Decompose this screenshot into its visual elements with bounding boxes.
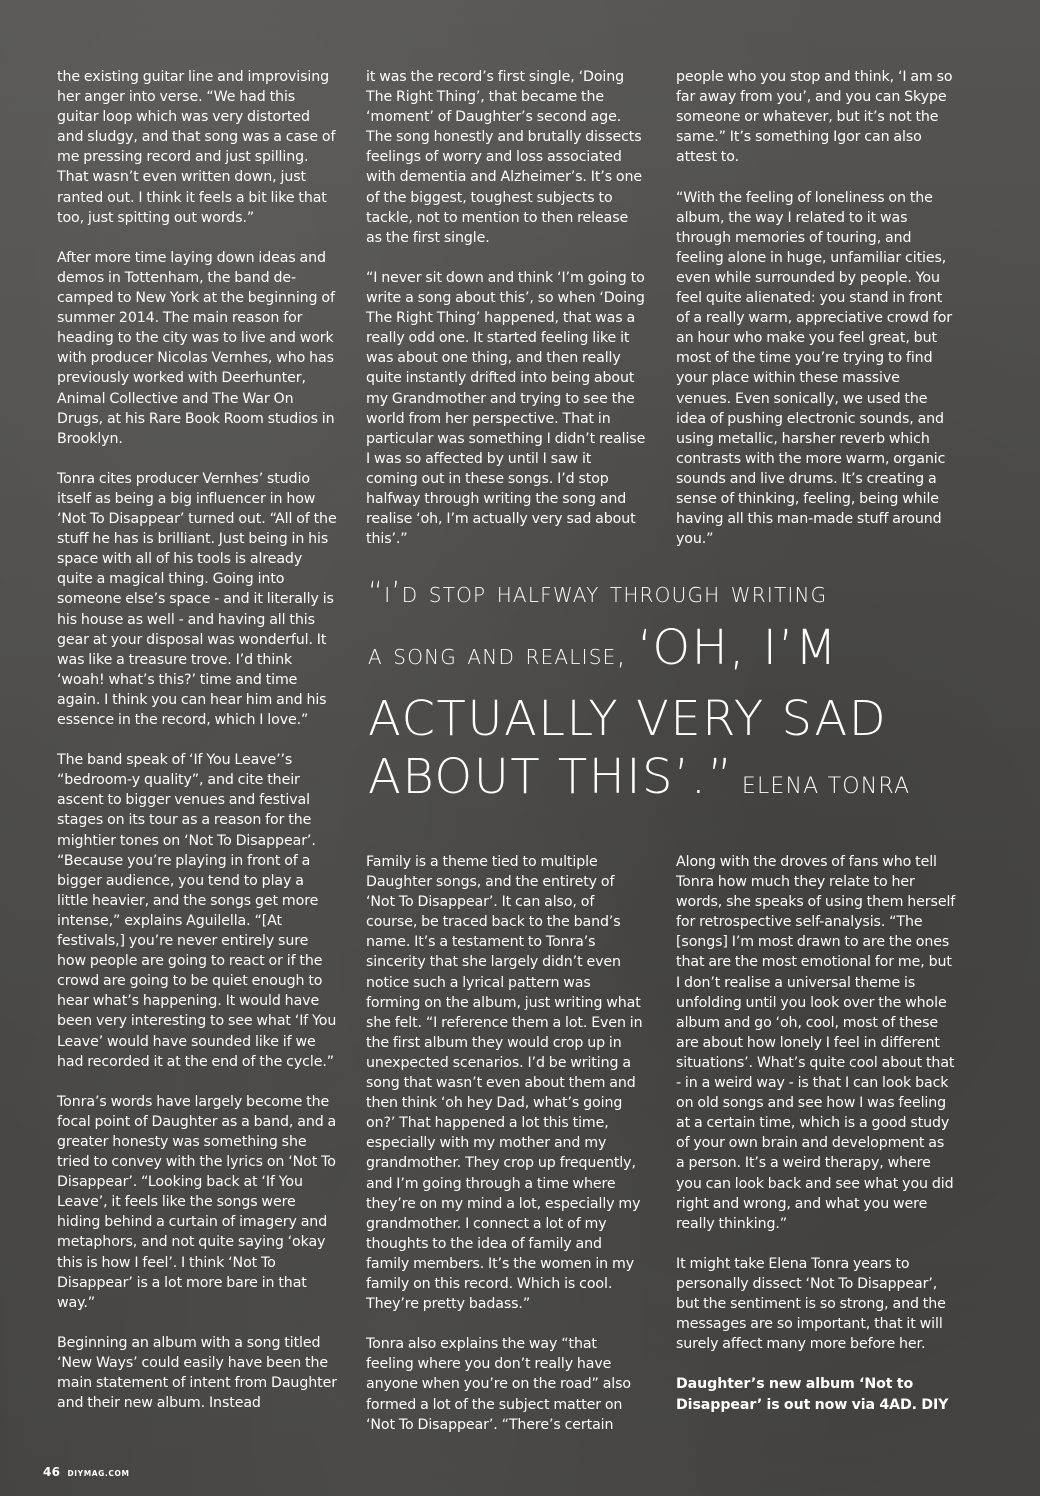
pull-quote-line-4 bbox=[368, 749, 1008, 816]
paragraph: Family is a theme tied to multiple Daughter songs, and the entirety of ‘Not To Disappear’. It can also, of course, be traced back to the band’s name. It’s a testament to Tonra’s sincerity that she largely didn’t even notice such a lyrical pattern was forming on the album, just writing what she felt. “I reference them a lot. Even in the first album they would crop up in unexpected scenarios. I’d be writing a song that wasn’t even about them and then think ‘oh hey Dad, what’s going on?’ That happened a lot this time, especially with my mother and my grandmother. They crop up frequently, and I’m going through a time where they’re on my mind a lot, especially my grandmother. I connect a lot of my thoughts to the idea of family and family members. It’s the women in my family on this record. Which is cool. They’re pretty badass.” bbox=[366, 854, 643, 1313]
paragraph: it was the record’s first single, ‘Doing The Right Thing’, that became the ‘moment’ of Daughter’s second age. The song honestly and brutally dissects feelings of worry and loss associated with dementia and Alzheimer’s. It’s one of the biggest, toughest subjects to tackle, not to mention to then release as the first single. bbox=[366, 69, 643, 246]
article-column-1 bbox=[57, 67, 337, 1413]
article-column-5 bbox=[676, 852, 956, 1415]
paragraph: “I never sit down and think ‘I’m going to write a song about this’, so when ‘Doing The Right Thing’ happened, that was a really odd one. It started feeling like it was about one thing, and then really quite instantly drifted into being about my Grandmother and trying to see the world from her perspective. That in particular was something I didn’t realise I was so affected by until I saw it coming out in these songs. I’d stop halfway through writing the song and realise ‘oh, I’m actually very sad about this’.” bbox=[366, 269, 646, 548]
paragraph: The band speak of ‘If You Leave’’s “bedroom-y quality”, and cite their ascent to bigger venues and festival stages on its tour as a reason for the mightier tones on ‘Not To Disappear’. “Because you’re playing in front of a bigger audience, you tend to play a little heavier, and the songs get more intense,” explains Aguilella. “[At festivals,] you’re never entirely sure how people are going to react or if the crowd are going to be quiet enough to hear what’s happening. It would have been very interesting to see what ‘If You Leave’ would have sounded like if we had recorded it at the end of the cycle.” bbox=[57, 752, 337, 1070]
page-number: 46 bbox=[43, 1465, 61, 1479]
pull-quote-line-3: ACTUALLY VERY SAD bbox=[368, 691, 888, 747]
album-footer-note: Daughter’s new album ‘Not to Disappear’ is out now via 4AD. DIY bbox=[676, 1376, 949, 1413]
pull-quote bbox=[368, 572, 1008, 816]
paragraph: “With the feeling of loneliness on the album, the way I related to it was through memories of touring, and feeling alone in huge, unfamiliar cities, even while surrounded by people. You feel quite alienated: you stand in front of a really warm, appreciative crowd for an hour who make you feel great, but most of the time you’re trying to find your place within these massive venues. Even sonically, we used the idea of pushing electronic sounds, and using metallic, harsher reverb which contrasts with the more warm, organic sounds and live drums. It’s creating a sense of thinking, feeling, being while having all this man-made stuff around you.” bbox=[676, 189, 953, 548]
pull-quote-line-1: “i’d stop halfway through writing bbox=[368, 575, 828, 609]
page-folio bbox=[43, 1465, 130, 1479]
pull-quote-line-4-text: ABOUT THIS’.” bbox=[368, 749, 734, 805]
pull-quote-line-2-big: ‘OH, I’M bbox=[637, 620, 839, 676]
paragraph: Tonra’s words have largely become the focal point of Daughter as a band, and a greater honesty was something she tried to convey with the lyrics on ‘Not To Disappear’. “Looking back at ‘If You Leave’, it feels like the songs were hiding behind a curtain of imagery and metaphors, and not quite saying ‘okay this is how I feel’. I think ‘Not To Disappear’ is a lot more bare in that way.” bbox=[57, 1093, 337, 1311]
paragraph: the existing guitar line and improvising her anger into verse. “We had this guitar loop which was very distorted and sludgy, and that song was a case of me pressing record and just spilling. That wasn’t even written down, just ranted out. I think it feels a bit like that too, just spitting out words.” bbox=[57, 69, 336, 226]
pull-quote-attribution: ELENA TONRA bbox=[741, 774, 911, 799]
paragraph: After more time laying down ideas and demos in Tottenham, the band de-camped to New York at the beginning of summer 2014. The main reason for heading to the city was to live and work with producer Nicolas Vernhes, who has previously worked with Deerhunter, Animal Collective and The War On Drugs, at his Rare Book Room studios in Brooklyn. bbox=[57, 249, 335, 447]
paragraph: It might take Elena Tonra years to personally dissect ‘Not To Disappear’, but the sentiment is so strong, and the messages are so important, that it will surely affect many more before her. bbox=[676, 1255, 946, 1353]
paragraph: Tonra also explains the way “that feeling where you don’t really have anyone when you’re on the road” also formed a lot of the subject matter on ‘Not To Disappear’. “There’s certain bbox=[366, 1336, 631, 1433]
article-column-3 bbox=[676, 67, 956, 549]
paragraph: people who you stop and think, ‘I am so far away from you’, and you can Skype someone or whatever, but it’s not the same.” It’s something Igor can also attest to. bbox=[676, 69, 953, 166]
site-name: DIYMAG.COM bbox=[67, 1469, 130, 1478]
paragraph: Tonra cites producer Vernhes’ studio itself as being a big influencer in how ‘Not To Disappear’ turned out. “All of the stuff he has is brilliant. Just being in his space with all of his tools is already quite a magical thing. Going into someone else’s space - and it literally is his house as well - and having all this gear at your disposal was wonderful. It was like a treasure trove. I’d think ‘woah! what’s this?’ time and time again. I think you can hear him and his essence in the record, which I love.” bbox=[57, 470, 337, 728]
paragraph: Beginning an album with a song titled ‘New Ways’ could easily have been the main statement of intent from Daughter and their new album. Instead bbox=[57, 1334, 337, 1412]
pull-quote-line-2-small: a song and realise, bbox=[368, 637, 638, 671]
article-column-2 bbox=[366, 67, 646, 549]
pull-quote-line-2 bbox=[368, 618, 1008, 689]
paragraph: Along with the droves of fans who tell Tonra how much they relate to her words, she speaks of using them herself for retrospective self-analysis. “The [songs] I’m most drawn to are the ones that are the most emotional for me, but I don’t realise a universal theme is unfolding until you look over the whole album and go ‘oh, cool, most of these are about how lonely I feel in different situations’. What’s quite cool about that - in a weird way - is that I can look back on old songs and see how I was feeling at a certain time, which is a good study of your own brain and development as a person. It’s a weird therapy, where you can look back and see what you did right and wrong, and what you were really thinking.” bbox=[676, 854, 956, 1232]
article-column-4 bbox=[366, 852, 646, 1435]
